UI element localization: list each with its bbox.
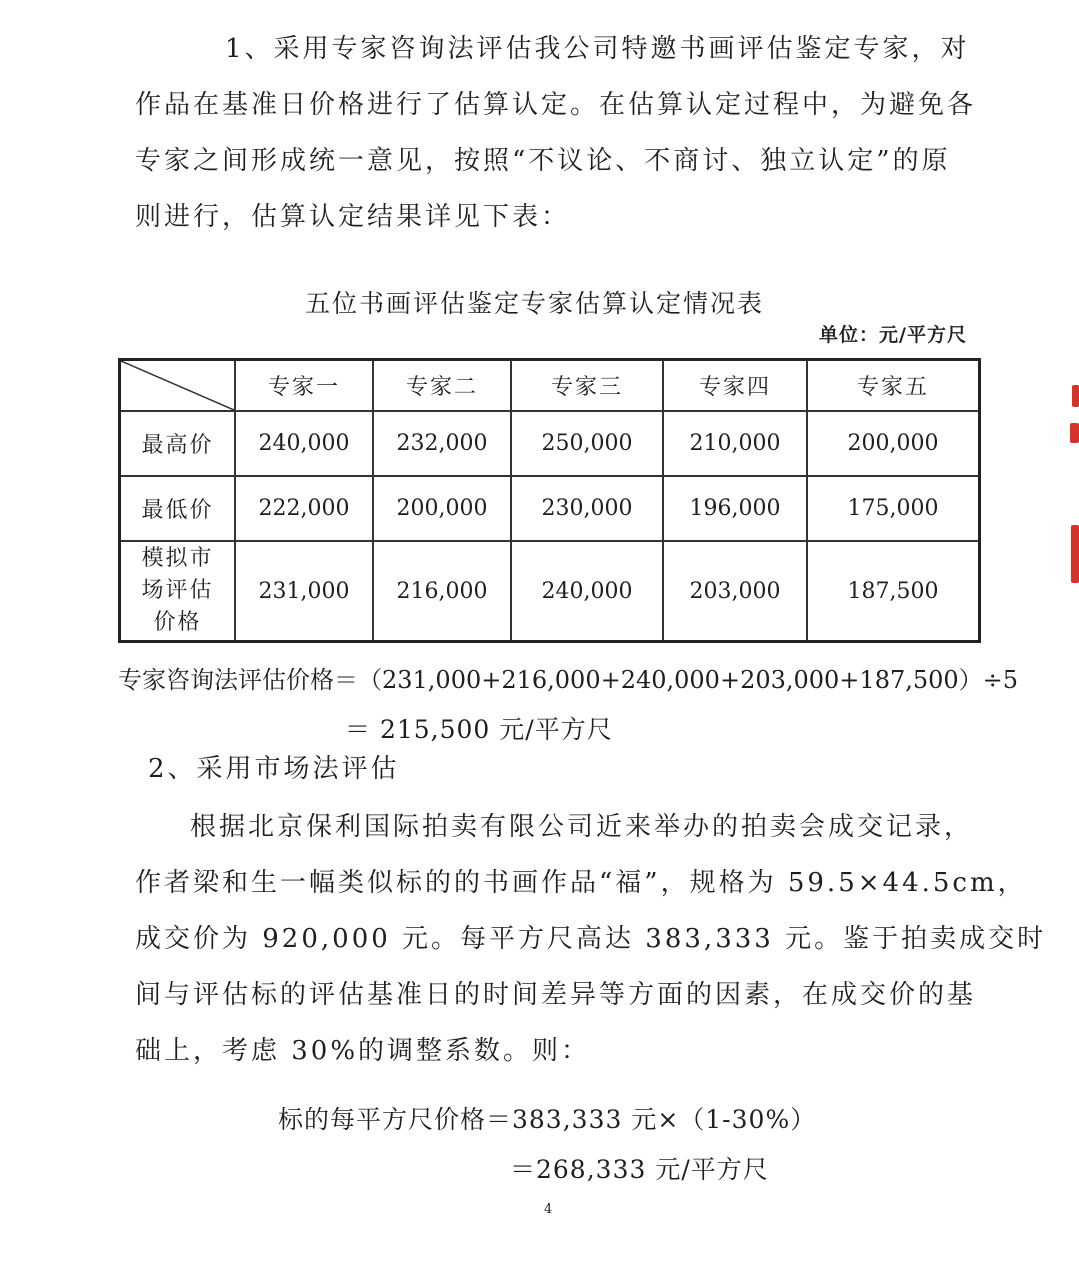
diagonal-corner-cell — [120, 360, 236, 412]
expert-method-result: ＝ 215,500 元/平方尺 — [345, 715, 613, 744]
table-cell: 175,000 — [807, 476, 980, 541]
table-cell: 196,000 — [663, 476, 807, 541]
section-2-line-1: 根据北京保利国际拍卖有限公司近来举办的拍卖会成交记录， — [190, 812, 974, 842]
paragraph-1-line-4: 则进行，估算认定结果详见下表： — [135, 202, 571, 232]
table-cell: 216,000 — [373, 541, 511, 642]
unit-label: 单位：元/平方尺 — [819, 324, 967, 346]
section-2-line-4: 间与评估标的评估基准日的时间差异等方面的因素，在成交价的基 — [135, 980, 977, 1010]
table-cell: 231,000 — [235, 541, 373, 642]
page-number: 4 — [544, 1202, 553, 1217]
cropped-text-fragment — [205, 0, 395, 3]
table-row-min-price — [120, 476, 980, 541]
row-label-line: 场评估 — [141, 578, 214, 603]
table-cell: 200,000 — [807, 411, 980, 476]
table-cell: 203,000 — [663, 541, 807, 642]
header-expert-1: 专家一 — [235, 360, 373, 412]
expert-valuation-table — [118, 358, 981, 643]
expert-method-formula: 专家咨询法评估价格＝（231,000+216,000+240,000+203,000+187,500）÷5 — [118, 666, 1019, 694]
row-label-simulated-price — [120, 541, 236, 642]
market-method-formula: 标的每平方尺价格＝383,333 元×（1-30%） — [278, 1105, 817, 1134]
market-method-result: ＝268,333 元/平方尺 — [510, 1155, 769, 1184]
table-cell: 200,000 — [373, 476, 511, 541]
seal-stamp-fragment — [1068, 385, 1079, 585]
section-2-line-2: 作者梁和生一幅类似标的的书画作品“福”，规格为 59.5×44.5cm， — [135, 868, 1027, 898]
table-cell: 250,000 — [511, 411, 663, 476]
section-2-heading: 2、采用市场法评估 — [148, 754, 400, 784]
table-cell: 210,000 — [663, 411, 807, 476]
header-expert-5: 专家五 — [807, 360, 980, 412]
paragraph-1-line-2: 作品在基准日价格进行了估算认定。在估算认定过程中，为避免各 — [135, 90, 977, 120]
paragraph-1-line-3: 专家之间形成统一意见，按照“不议论、不商讨、独立认定”的原 — [135, 146, 951, 176]
header-expert-2: 专家二 — [373, 360, 511, 412]
row-label-line: 价格 — [153, 610, 202, 635]
row-label-min-price: 最低价 — [120, 476, 236, 541]
table-cell: 222,000 — [235, 476, 373, 541]
header-expert-3: 专家三 — [511, 360, 663, 412]
row-label-max-price: 最高价 — [120, 411, 236, 476]
paragraph-1-line-1: 1、采用专家咨询法评估我公司特邀书画评估鉴定专家，对 — [225, 34, 970, 64]
table-row-simulated-price — [120, 541, 980, 642]
section-2-line-5: 础上，考虑 30%的调整系数。则： — [135, 1036, 591, 1066]
table-row-max-price — [120, 411, 980, 476]
table-cell: 230,000 — [511, 476, 663, 541]
section-2-line-3: 成交价为 920,000 元。每平方尺高达 383,333 元。鉴于拍卖成交时 — [135, 924, 1047, 954]
table-cell: 240,000 — [511, 541, 663, 642]
row-label-line: 模拟市 — [141, 546, 214, 571]
table-title: 五位书画评估鉴定专家估算认定情况表 — [305, 289, 765, 318]
table-cell: 232,000 — [373, 411, 511, 476]
table-cell: 187,500 — [807, 541, 980, 642]
table-cell: 240,000 — [235, 411, 373, 476]
header-expert-4: 专家四 — [663, 360, 807, 412]
table-header-row — [120, 360, 980, 412]
